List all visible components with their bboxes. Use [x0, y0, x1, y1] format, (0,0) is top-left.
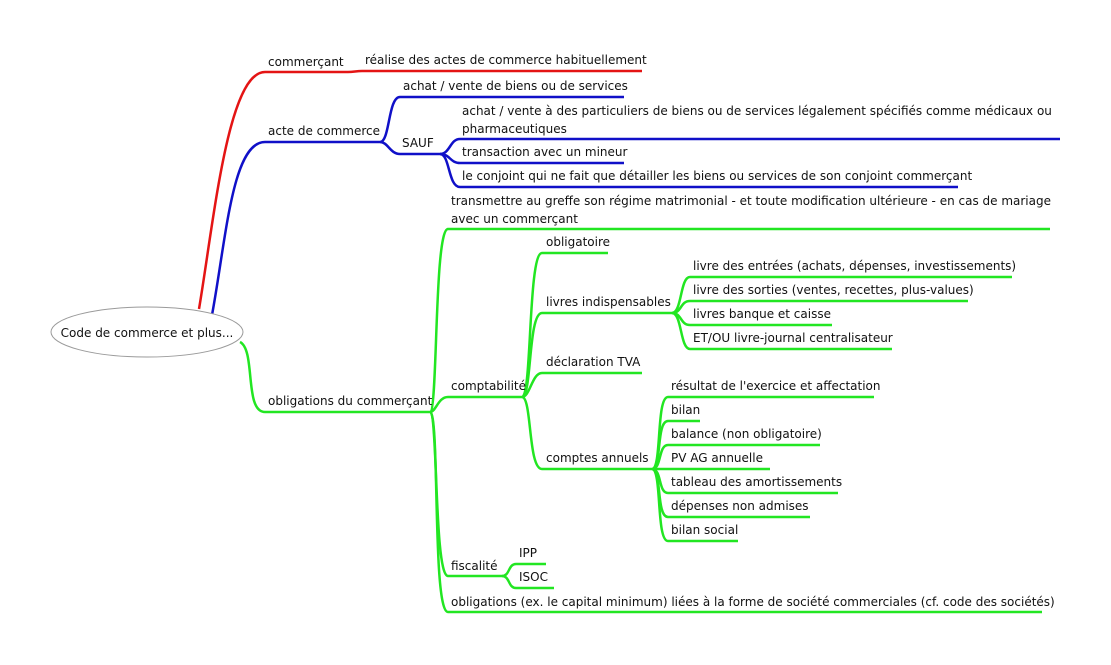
connector-root-acte	[212, 142, 265, 315]
node-realise-actes[interactable]: réalise des actes de commerce habituellement	[365, 53, 647, 67]
node-forme-societe[interactable]: obligations (ex. le capital minimum) liées à la forme de société commerciales (cf. code des sociétés)	[451, 595, 1055, 609]
node-livre-journal[interactable]: ET/OU livre-journal centralisateur	[693, 331, 893, 345]
node-pv-ag[interactable]: PV AG annuelle	[671, 451, 763, 465]
connector-livres-2	[672, 301, 690, 313]
connector-commercant-realise	[348, 71, 362, 72]
node-commercant[interactable]: commerçant	[268, 55, 344, 69]
node-depenses-non-admises[interactable]: dépenses non admises	[671, 499, 809, 513]
node-resultat-exercice[interactable]: résultat de l'exercice et affectation	[671, 379, 881, 393]
node-achat-vente[interactable]: achat / vente de biens ou de services	[403, 79, 628, 93]
connector-fiscalite-isoc	[502, 576, 516, 588]
node-balance[interactable]: balance (non obligatoire)	[671, 427, 822, 441]
root-node[interactable]	[51, 307, 243, 357]
node-sauf-particuliers-line1[interactable]: achat / vente à des particuliers de biens ou de services légalement spécifiés comme médicaux ou	[462, 104, 1052, 118]
node-sauf[interactable]: SAUF	[402, 136, 434, 150]
node-isoc[interactable]: ISOC	[519, 570, 548, 584]
connector-obligations-forme	[430, 412, 448, 612]
node-livre-entrees[interactable]: livre des entrées (achats, dépenses, investissements)	[693, 259, 1017, 273]
connector-compta-comptes	[522, 397, 542, 469]
connector-obligations-greffe	[430, 229, 448, 412]
node-livres-indispensables[interactable]: livres indispensables	[546, 295, 671, 309]
node-tableau-amortissements[interactable]: tableau des amortissements	[671, 475, 843, 489]
node-obligations-commercant[interactable]: obligations du commerçant	[268, 394, 433, 408]
node-fiscalite[interactable]: fiscalité	[451, 559, 498, 573]
node-bilan[interactable]: bilan	[671, 403, 701, 417]
node-acte-de-commerce[interactable]: acte de commerce	[268, 124, 381, 138]
node-comptabilite[interactable]: comptabilité	[451, 379, 527, 393]
node-greffe-line1[interactable]: transmettre au greffe son régime matrimonial - et toute modification ultérieure - en cas de mariage	[451, 194, 1051, 208]
node-bilan-social[interactable]: bilan social	[671, 523, 739, 537]
node-sauf-mineur[interactable]: transaction avec un mineur	[462, 145, 628, 159]
node-sauf-particuliers-line2[interactable]: pharmaceutiques	[462, 122, 567, 136]
node-comptes-annuels[interactable]: comptes annuels	[546, 451, 649, 465]
node-sauf-conjoint[interactable]: le conjoint qui ne fait que détailler les biens ou services de son conjoint commerçant	[462, 169, 973, 183]
node-livres-banque[interactable]: livres banque et caisse	[693, 307, 831, 321]
connector-root-commercant	[199, 72, 265, 309]
connector-compta-obligatoire	[522, 253, 542, 397]
connector-sauf-item1	[440, 139, 460, 154]
node-greffe-line2[interactable]: avec un commerçant	[451, 212, 578, 226]
node-ipp[interactable]: IPP	[519, 546, 538, 560]
node-obligatoire[interactable]: obligatoire	[546, 235, 611, 249]
root-label: Code de commerce et plus...	[60, 326, 234, 340]
connector-root-obligations	[240, 342, 265, 412]
connector-acte-achat	[380, 97, 400, 142]
connector-acte-sauf	[380, 142, 400, 154]
node-livre-sorties[interactable]: livre des sorties (ventes, recettes, plus-values)	[693, 283, 974, 297]
node-declaration-tva[interactable]: déclaration TVA	[546, 355, 641, 369]
connector-fiscalite-ipp	[502, 564, 516, 576]
